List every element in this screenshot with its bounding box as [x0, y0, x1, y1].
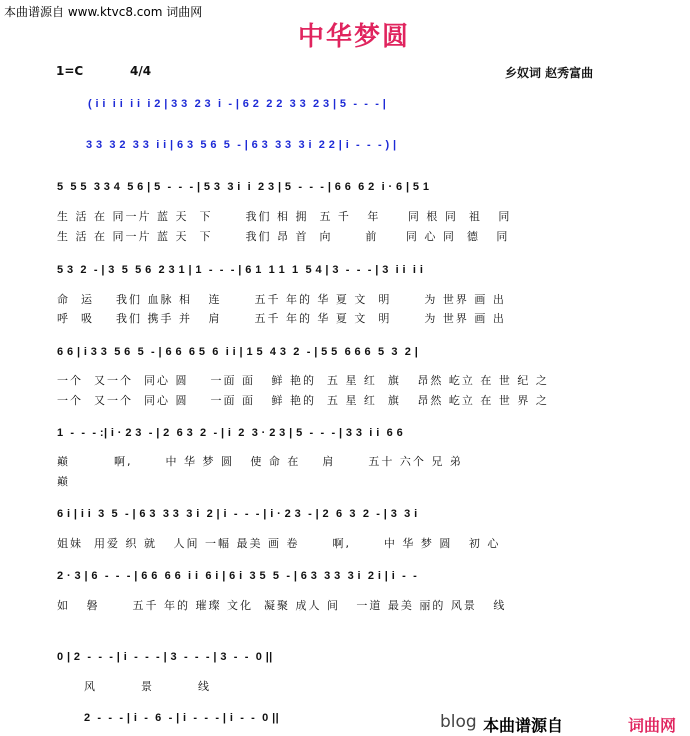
system-4-notes: 1 - - - :| i · 2 3 - | 2 6 3 2 - | i 2 3 · 2 3 | 5 - - - | 3 3 i i 6 6 [57, 427, 404, 439]
system-3-notes: 6 6 | i 3 3 5 6 5 - | 6 6 6 5 6 i i | 1 5 4 3 2 - | 5 5 6 6 6 5 3 2 | [57, 346, 419, 358]
source-watermark-text: 本曲谱源自 www.ktvc8.com 词曲网 [4, 5, 203, 19]
system-7-notes: 0 | 2 - - - | i - - - | 3 - - - | 3 - - 0 || [57, 651, 273, 663]
system-2-lyrics-verse-1: 命 运 我们 血脉 相 连 五千 年的 华 夏 文 明 为 世界 画 出 [57, 293, 506, 306]
system-5-notes: 6 i | i i 3 5 - | 6 3 3 3 3 i 2 | i - - - | i · 2 3 - | 2 6 3 2 - | 3 3 i [57, 508, 418, 520]
system-1-lyrics-verse-2: 生 活 在 同一片 蓝 天 下 我们 昂 首 向 前 同 心 同 德 同 [57, 230, 510, 243]
key-signature: 1=C [56, 64, 84, 78]
system-6-lyrics-verse-1: 如 磐 五千 年的 璀璨 文化 凝聚 成人 间 一道 最美 丽的 风景 线 [57, 599, 507, 612]
system-2-notes: 5 3 2 - | 3 5 5 6 2 3 1 | 1 - - - | 6 1 1 1 1 5 4 | 3 - - - | 3 i i i i [57, 264, 424, 276]
system-3-lyrics-verse-2: 一个 又一个 同心 圆 一面 面 鲜 艳的 五 星 红 旗 昂然 屹立 在 世 界 之 [57, 394, 549, 407]
system-1-notes: 5 5 5 3 3 4 5 6 | 5 - - - | 5 3 3 i i 2 3 | 5 - - - | 6 6 6 2 i · 6 | 5 1 [57, 181, 430, 193]
system-5-lyrics-verse-1: 姐妹 用爱 织 就 人间 一幅 最美 画 卷 啊, 中 华 梦 圆 初 心 [57, 537, 501, 550]
footer-blog-text: blog [440, 712, 477, 732]
system-8-notes: 2 - - - | i - 6 - | i - - - | i - - 0 || [84, 712, 280, 724]
system-2-lyrics-verse-2: 呼 吸 我们 携手 并 肩 五千 年的 华 夏 文 明 为 世界 画 出 [57, 312, 506, 325]
system-4-lyrics-verse-2: 巅 [57, 475, 70, 488]
footer-site-logo: 词曲网 [628, 716, 677, 735]
system-7-lyrics: 风 景 线 [84, 680, 211, 693]
system-6-notes: 2 · 3 | 6 - - - | 6 6 6 6 i i 6 i | 6 i 3 5 5 - | 6 3 3 3 3 i 2 i | i - - [57, 570, 418, 582]
time-signature: 4/4 [130, 64, 152, 78]
intro-line-2: 3 3 3 2 3 3 i i | 6 3 5 6 5 - | 6 3 3 3 3 i 2 2 | i - - - ) | [86, 139, 397, 151]
system-1-lyrics-verse-1: 生 活 在 同一片 蓝 天 下 我们 相 拥 五 千 年 同 根 同 祖 同 [57, 210, 512, 223]
credits: 乡奴词 赵秀富曲 [505, 66, 594, 80]
intro-line-1: ( i i i i i i i 2 | 3 3 2 3 i - | 6 2 2 2 3 3 2 3 | 5 - - - | [88, 98, 387, 110]
system-3-lyrics-verse-1: 一个 又一个 同心 圆 一面 面 鲜 艳的 五 星 红 旗 昂然 屹立 在 世 纪 之 [57, 374, 549, 387]
song-title: 中华梦圆 [298, 22, 411, 52]
footer-source-text: 本曲谱源自 [483, 716, 564, 735]
system-4-lyrics-verse-1: 巅 啊, 中 华 梦 圆 使 命 在 肩 五十 六个 兄 弟 [57, 455, 463, 468]
